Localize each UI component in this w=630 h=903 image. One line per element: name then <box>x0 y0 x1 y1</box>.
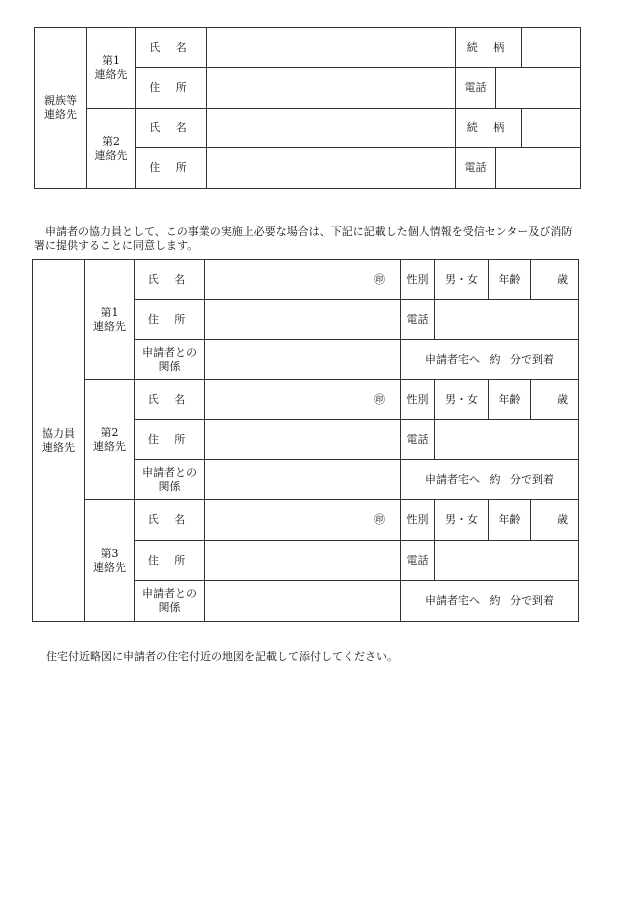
age-label: 年齢 <box>489 260 531 300</box>
phone-field[interactable] <box>435 541 579 581</box>
helper-contact-2-title: 第2 連絡先 <box>85 380 135 500</box>
name-field[interactable] <box>205 380 401 420</box>
arrival-time-field[interactable]: 申請者宅へ 約 分で到着 <box>401 460 579 500</box>
address-field[interactable] <box>205 541 401 581</box>
phone-field[interactable] <box>496 148 581 189</box>
relationship-label: 申請者との 関係 <box>135 460 205 500</box>
address-label: 住 所 <box>135 300 205 340</box>
helper-contact-table <box>32 259 579 622</box>
phone-label: 電話 <box>401 420 435 460</box>
gender-option[interactable]: 男・女 <box>435 260 489 300</box>
consent-text: 申請者の協力員として、この事業の実施上必要な場合は、下記に記載した個人情報を受信センター及び消防署に提供することに同意します。 <box>34 225 573 252</box>
gender-label: 性別 <box>401 260 435 300</box>
age-field[interactable]: 歳 <box>531 260 579 300</box>
family-group-label: 親族等 連絡先 <box>35 28 87 189</box>
name-field[interactable] <box>205 500 401 541</box>
address-field[interactable] <box>207 68 456 109</box>
relationship-field[interactable] <box>205 340 401 380</box>
relation-field[interactable] <box>522 109 581 148</box>
seal-mark: ㊞ <box>374 272 385 286</box>
relation-label: 続 柄 <box>456 28 522 68</box>
arrival-time-field[interactable]: 申請者宅へ 約 分で到着 <box>401 581 579 622</box>
age-label: 年齢 <box>489 380 531 420</box>
address-field[interactable] <box>205 300 401 340</box>
phone-label: 電話 <box>456 148 496 189</box>
relationship-field[interactable] <box>205 460 401 500</box>
gender-label: 性別 <box>401 500 435 541</box>
address-label: 住 所 <box>135 541 205 581</box>
phone-field[interactable] <box>435 300 579 340</box>
name-field[interactable] <box>207 28 456 68</box>
helper-contact-1-title: 第1 連絡先 <box>85 260 135 380</box>
phone-field[interactable] <box>435 420 579 460</box>
name-label: 氏 名 <box>135 500 205 541</box>
gender-option[interactable]: 男・女 <box>435 500 489 541</box>
relationship-field[interactable] <box>205 581 401 622</box>
family-contact-2-title: 第2 連絡先 <box>87 109 136 189</box>
age-label: 年齢 <box>489 500 531 541</box>
gender-label: 性別 <box>401 380 435 420</box>
phone-label: 電話 <box>401 300 435 340</box>
address-field[interactable] <box>207 148 456 189</box>
name-label: 氏 名 <box>136 109 207 148</box>
relationship-label: 申請者との 関係 <box>135 340 205 380</box>
relation-field[interactable] <box>522 28 581 68</box>
name-label: 氏 名 <box>135 260 205 300</box>
phone-label: 電話 <box>456 68 496 109</box>
helper-group-label: 協力員 連絡先 <box>33 260 85 622</box>
map-instruction: 住宅付近略図に申請者の住宅付近の地図を記載して添付してください。 <box>46 650 398 663</box>
relation-label: 続 柄 <box>456 109 522 148</box>
name-label: 氏 名 <box>136 28 207 68</box>
address-field[interactable] <box>205 420 401 460</box>
family-contact-table <box>34 27 581 189</box>
phone-label: 電話 <box>401 541 435 581</box>
phone-field[interactable] <box>496 68 581 109</box>
name-field[interactable] <box>205 260 401 300</box>
name-label: 氏 名 <box>135 380 205 420</box>
relationship-label: 申請者との 関係 <box>135 581 205 622</box>
address-label: 住 所 <box>136 148 207 189</box>
arrival-time-field[interactable]: 申請者宅へ 約 分で到着 <box>401 340 579 380</box>
address-label: 住 所 <box>136 68 207 109</box>
family-contact-1-title: 第1 連絡先 <box>87 28 136 109</box>
gender-option[interactable]: 男・女 <box>435 380 489 420</box>
age-field[interactable]: 歳 <box>531 380 579 420</box>
seal-mark: ㊞ <box>374 513 385 526</box>
age-field[interactable]: 歳 <box>531 500 579 541</box>
seal-mark: ㊞ <box>374 392 385 406</box>
helper-contact-3-title: 第3 連絡先 <box>85 500 135 622</box>
address-label: 住 所 <box>135 420 205 460</box>
name-field[interactable] <box>207 109 456 148</box>
